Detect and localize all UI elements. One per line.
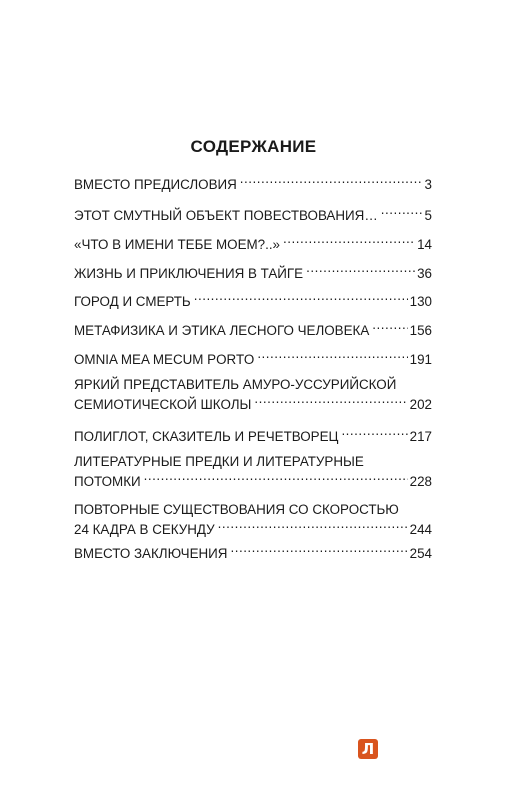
dot-leader <box>306 265 415 278</box>
toc-entry <box>74 500 432 540</box>
toc-entry-page: 244 <box>409 522 432 537</box>
toc-entry-title: ГОРОД И СМЕРТЬ <box>74 294 191 309</box>
toc-entry <box>74 175 432 195</box>
dot-leader <box>254 396 407 409</box>
toc-entry-title-line1: ПОВТОРНЫЕ СУЩЕСТВОВАНИЯ СО СКОРОСТЬЮ <box>74 502 399 517</box>
toc-entry-title: ВМЕСТО ЗАКЛЮЧЕНИЯ <box>74 546 228 561</box>
toc-entry-page: 156 <box>409 323 432 338</box>
dot-leader <box>257 351 407 364</box>
toc-entry-page: 14 <box>417 237 432 252</box>
toc-entry-title: ВМЕСТО ПРЕДИСЛОВИЯ <box>74 177 237 192</box>
toc-entry <box>74 321 432 341</box>
toc-entry-page: 130 <box>409 294 432 309</box>
toc-entry-page: 217 <box>409 429 432 444</box>
toc-entry-title: МЕТАФИЗИКА И ЭТИКА ЛЕСНОГО ЧЕЛОВЕКА <box>74 323 370 338</box>
toc-entry-title: OMNIA MEA MECUM PORTO <box>74 352 255 367</box>
toc-entry-title: ПОТОМКИ <box>74 474 141 489</box>
dot-leader <box>372 322 407 335</box>
dot-leader <box>381 207 423 220</box>
toc-entry-page: 254 <box>409 546 432 561</box>
toc-entry-page: 191 <box>409 352 432 367</box>
toc-entry <box>74 544 432 564</box>
toc-entry-title: ЭТОТ СМУТНЫЙ ОБЪЕКТ ПОВЕСТВОВАНИЯ… <box>74 208 378 223</box>
toc-entry <box>74 264 432 284</box>
toc-entry <box>74 350 432 370</box>
dot-leader <box>194 293 408 306</box>
toc-entry-title: ЖИЗНЬ И ПРИКЛЮЧЕНИЯ В ТАЙГЕ <box>74 266 304 281</box>
toc-entry-page: 36 <box>417 266 432 281</box>
page-title: СОДЕРЖАНИЕ <box>190 137 317 156</box>
dot-leader <box>240 176 423 189</box>
toc-entry <box>74 375 432 415</box>
dot-leader <box>144 473 408 486</box>
dot-leader <box>341 428 407 441</box>
toc-entry-title: СЕМИОТИЧЕСКОЙ ШКОЛЫ <box>74 397 252 412</box>
dot-leader <box>283 236 415 249</box>
toc-entry-title: 24 КАДРА В СЕКУНДУ <box>74 522 215 537</box>
dot-leader <box>230 545 407 558</box>
toc-entry <box>74 427 432 447</box>
toc-entry-page: 5 <box>424 208 432 223</box>
toc-entry-title: ПОЛИГЛОТ, СКАЗИТЕЛЬ И РЕЧЕТВОРЕЦ <box>74 429 339 444</box>
toc-entry <box>74 206 432 226</box>
toc-entry <box>74 292 432 312</box>
toc-entry-title-line1: ЯРКИЙ ПРЕДСТАВИТЕЛЬ АМУРО-УССУРИЙСКОЙ <box>74 377 397 392</box>
toc-entry <box>74 235 432 255</box>
dot-leader <box>218 521 408 534</box>
toc-entry-title-line1: ЛИТЕРАТУРНЫЕ ПРЕДКИ И ЛИТЕРАТУРНЫЕ <box>74 454 364 469</box>
toc-entry <box>74 452 432 492</box>
toc-entry-page: 202 <box>409 397 432 412</box>
toc-entry-page: 3 <box>424 177 432 192</box>
litres-logo-icon: Л <box>358 739 378 759</box>
toc-entry-page: 228 <box>409 474 432 489</box>
toc-entry-title: «ЧТО В ИМЕНИ ТЕБЕ МОЕМ?..» <box>74 237 281 252</box>
